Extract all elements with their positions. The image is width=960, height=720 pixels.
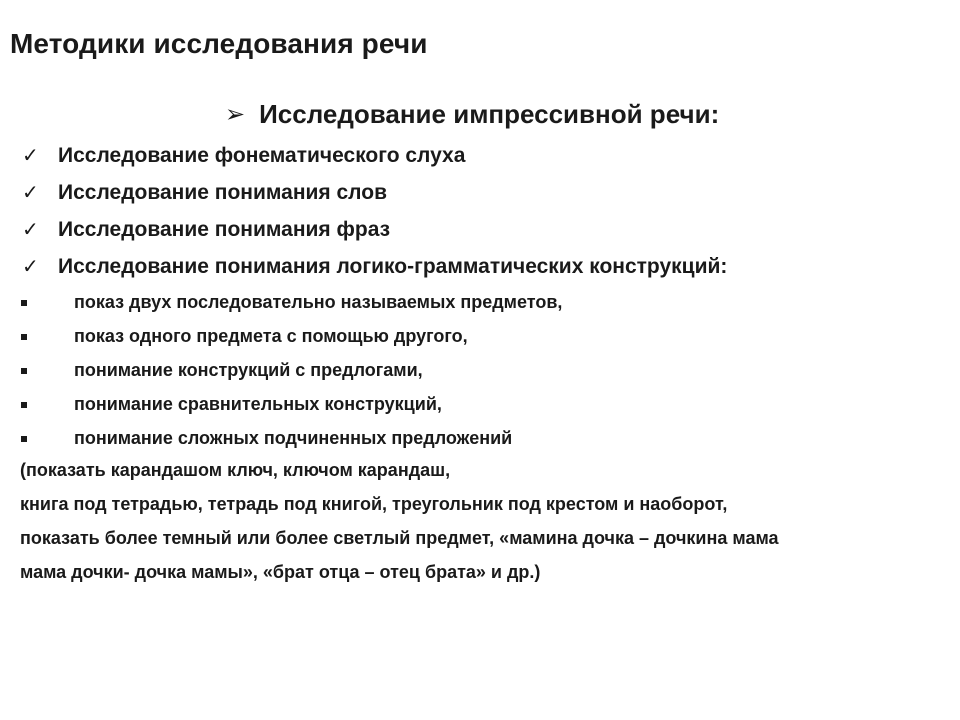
checklist-item: [22, 180, 387, 205]
arrow-bullet-icon: ➢: [225, 101, 246, 128]
bullet-item-text: показ одного предмета с помощью другого,: [74, 326, 468, 346]
example-line: показать более темный или более светлый предмет, «мамина дочка – дочкина мама: [20, 528, 779, 548]
bullet-item: [20, 394, 442, 415]
checkmark-icon: ✓: [22, 182, 39, 204]
bullet-item-text: показ двух последовательно называемых предметов,: [74, 292, 563, 312]
bullet-item-text: понимание сравнительных конструкций,: [74, 394, 442, 414]
section-heading-text: Исследование импрессивной речи:: [259, 99, 720, 129]
example-line: мама дочки- дочка мамы», «брат отца – отец брата» и др.): [20, 562, 541, 582]
bullet-item-text: понимание сложных подчиненных предложений: [74, 428, 513, 448]
square-bullet-icon: [21, 368, 27, 374]
checklist-item: [22, 217, 390, 242]
checkmark-icon: ✓: [22, 219, 39, 241]
slide-title: Методики исследования речи: [10, 28, 428, 59]
bullet-item: [20, 292, 562, 313]
example-line: книга под тетрадью, тетрадь под книгой, треугольник под крестом и наоборот,: [20, 494, 728, 514]
square-bullet-icon: [21, 436, 27, 442]
checklist-item: [22, 143, 465, 168]
checklist-item: [22, 254, 727, 279]
checkmark-icon: ✓: [22, 256, 39, 278]
example-line: (показать карандашом ключ, ключом карандаш,: [20, 460, 451, 480]
checkmark-icon: ✓: [22, 145, 39, 167]
checklist-item-text: Исследование фонематического слуха: [58, 143, 466, 167]
bullet-item: [20, 428, 512, 449]
bullet-item-text: понимание конструкций с предлогами,: [74, 360, 423, 380]
bullet-item: [20, 326, 468, 347]
section-heading: [225, 99, 719, 130]
checklist-item-text: Исследование понимания слов: [58, 180, 387, 204]
square-bullet-icon: [21, 334, 27, 340]
bullet-item: [20, 360, 423, 381]
checklist-item-text: Исследование понимания логико-грамматических конструкций:: [58, 254, 728, 278]
checklist-item-text: Исследование понимания фраз: [58, 217, 391, 241]
square-bullet-icon: [21, 300, 27, 306]
square-bullet-icon: [21, 402, 27, 408]
